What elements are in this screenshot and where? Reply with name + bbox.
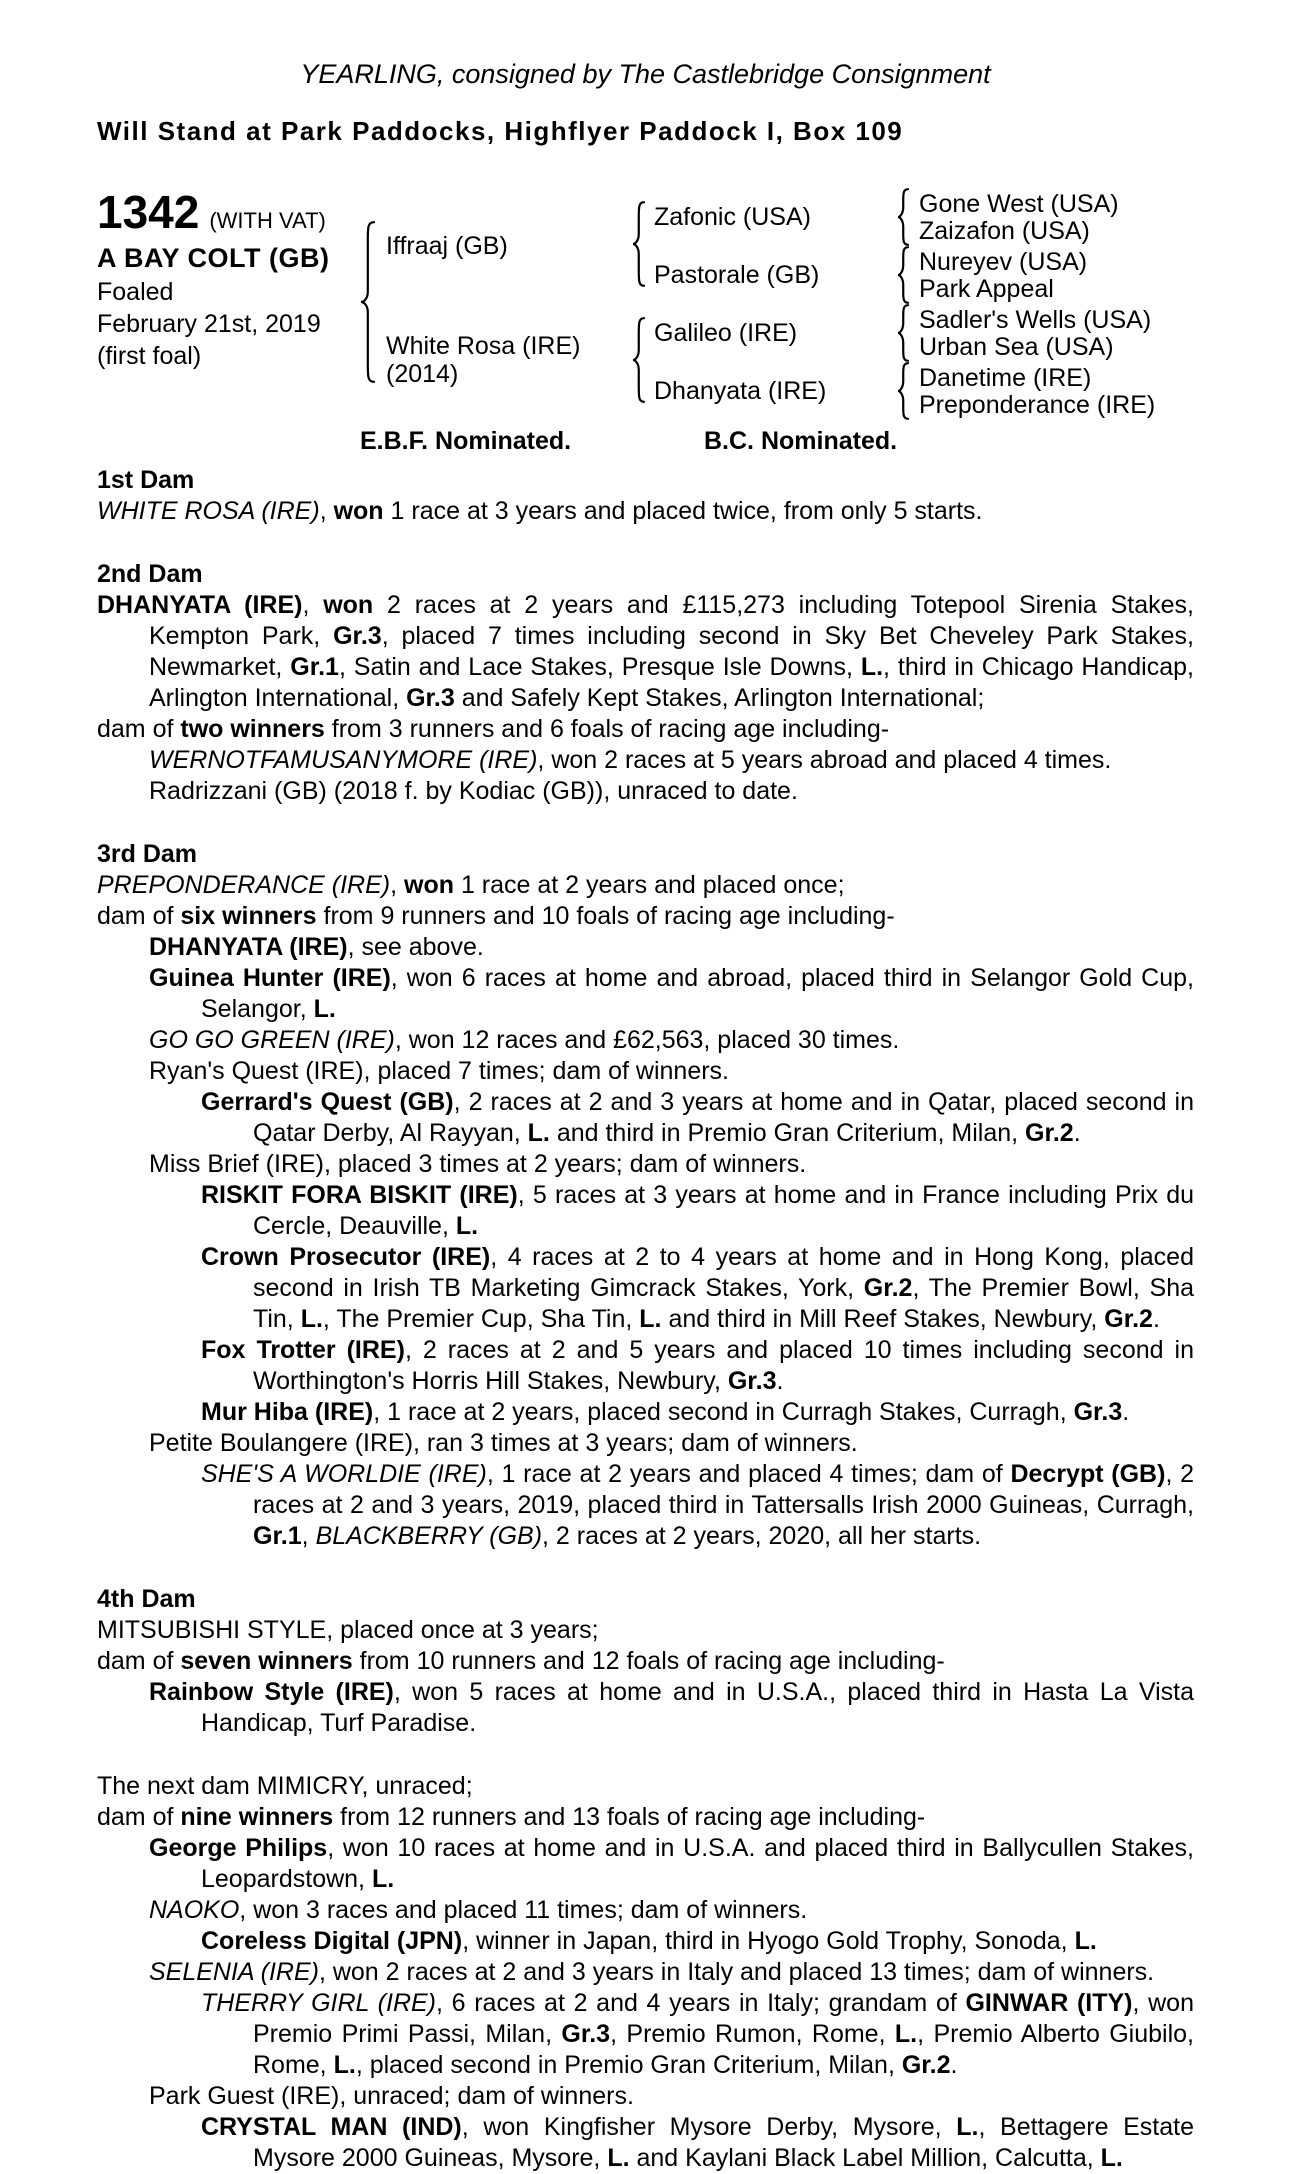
dam-year: (2014) [386,360,459,388]
pedigree-paragraph: Miss Brief (IRE), placed 3 times at 2 years; dam of winners. [149,1150,807,1178]
pedigree-paragraph: George Philips, won 10 races at home and in U.S.A. and placed third in Ballycullen Stakes, Leopardstown, L. [149,1834,1195,1893]
dam-sire-dam-name: Urban Sea (USA) [919,333,1114,361]
sire-dam-name: Pastorale (GB) [654,261,820,289]
brace-icon [897,304,909,362]
pedigree-paragraph: THERRY GIRL (IRE), 6 races at 2 and 4 years in Italy; grandam of GINWAR (ITY), won Premio Primi Passi, Milan, Gr.3, Premio Rumon, Rome, L., Premio Alberto Giubilo, Rome, L., placed second in Premio Gran Criterium, Milan, Gr.2. [201,1989,1194,2079]
dam-section-heading: 2nd Dam [97,560,203,588]
dam-dam-dam-name: Preponderance (IRE) [919,391,1156,419]
dam-section [97,559,1194,807]
pedigree-paragraph: Park Guest (IRE), unraced; dam of winners. [149,2082,634,2110]
pedigree-paragraph: NAOKO, won 3 races and placed 11 times; dam of winners. [149,1896,808,1924]
pedigree-paragraph: PREPONDERANCE (IRE), won 1 race at 2 years and placed once; [97,871,845,899]
sire-sire-sire-name: Gone West (USA) [919,190,1119,218]
pedigree-paragraph: Mur Hiba (IRE), 1 race at 2 years, placed second in Curragh Stakes, Curragh, Gr.3. [201,1398,1130,1426]
pedigree-paragraph: Crown Prosecutor (IRE), 4 races at 2 to 4 years at home and in Hong Kong, placed second in Irish TB Marketing Gimcrack Stakes, York, Gr.2, The Premier Bowl, Sha Tin, L., The Premier Cup, Sha Tin, L. and third in Mill Reef Stakes, Newbury, Gr.2. [201,1243,1194,1333]
pedigree-paragraph: SELENIA (IRE), won 2 races at 2 and 3 years in Italy and placed 13 times; dam of winners. [149,1958,1155,1986]
lot-foaled-label: Foaled [97,278,174,306]
lot-vat-note: (WITH VAT) [209,208,326,233]
brace-icon [632,317,645,403]
pedigree-paragraph: SHE'S A WORLDIE (IRE), 1 race at 2 years and placed 4 times; dam of Decrypt (GB), 2 races at 2 and 3 years, 2019, placed third in Tattersalls Irish 2000 Guineas, Curragh, Gr.1, BLACKBERRY (GB), 2 races at 2 years, 2020, all her starts. [201,1460,1195,1550]
brace-icon [360,221,375,383]
dam-section [97,839,1194,1552]
dam-section [97,1771,1194,2174]
pedigree-paragraph: CRYSTAL MAN (IND), won Kingfisher Mysore Derby, Mysore, L., Bettagere Estate Mysore 2000 Guineas, Mysore, L. and Kaylani Black Label Million, Calcutta, L. [201,2113,1194,2172]
pedigree-paragraph: Petite Boulangere (IRE), ran 3 times at 3 years; dam of winners. [149,1429,858,1457]
pedigree-table [97,181,1194,418]
nominations-line [97,426,1194,457]
dam-section-heading: 3rd Dam [97,840,198,868]
pedigree-paragraph: RISKIT FORA BISKIT (IRE), 5 races at 3 years at home and in France including Prix du Cercle, Deauville, L. [201,1181,1194,1240]
pedigree-paragraph: Coreless Digital (JPN), winner in Japan, third in Hyogo Gold Trophy, Sonoda, L. [201,1927,1097,1955]
pedigree-paragraph: MITSUBISHI STYLE, placed once at 3 years; [97,1616,599,1644]
ebf-nominated-label: E.B.F. Nominated. [360,427,572,455]
pedigree-paragraph: The next dam MIMICRY, unraced; [97,1772,473,1800]
dam-sire-name: Galileo (IRE) [654,319,798,347]
pedigree-paragraph: dam of two winners from 3 runners and 6 foals of racing age including- [97,715,890,743]
lot-title: A BAY COLT (GB) [97,243,330,273]
lot-foaled-date: February 21st, 2019 [97,310,321,338]
pedigree-paragraph: dam of nine winners from 12 runners and 13 foals of racing age including- [97,1803,926,1831]
stand-location-line: Will Stand at Park Paddocks, Highflyer Paddock I, Box 109 [97,116,904,146]
consignment-line: YEARLING, consigned by The Castlebridge Consignment [300,59,991,89]
lot-first-foal-note: (first foal) [97,342,202,370]
pedigree-paragraph: WERNOTFAMUSANYMORE (IRE), won 2 races at 5 years abroad and placed 4 times. [149,746,1112,774]
sire-dam-dam-name: Park Appeal [919,275,1054,303]
dam-dam-name: Dhanyata (IRE) [654,377,827,405]
sire-sire-dam-name: Zaizafon (USA) [919,217,1090,245]
dam-dam-sire-name: Danetime (IRE) [919,364,1092,392]
dam-name: White Rosa (IRE) [386,332,581,360]
pedigree-paragraph: DHANYATA (IRE), won 2 races at 2 years and £115,273 including Totepool Sirenia Stakes, Kempton Park, Gr.3, placed 7 times including second in Sky Bet Cheveley Park Stakes, Newmarket, Gr.1, Satin and Lace Stakes, Presque Isle Downs, L., third in Chicago Handicap, Arlington International, Gr.3 and Safely Kept Stakes, Arlington International; [97,591,1194,712]
pedigree-paragraph: DHANYATA (IRE), see above. [149,933,484,961]
bc-nominated-label: B.C. Nominated. [704,427,898,455]
dam-section-heading: 1st Dam [97,466,195,494]
pedigree-paragraph: Guinea Hunter (IRE), won 6 races at home and abroad, placed third in Selangor Gold Cup, Selangor, L. [149,964,1194,1023]
pedigree-paragraph: dam of six winners from 9 runners and 10 foals of racing age including- [97,902,895,930]
pedigree-paragraph: WHITE ROSA (IRE), won 1 race at 3 years and placed twice, from only 5 starts. [97,497,983,525]
dam-section-heading: 4th Dam [97,1585,196,1613]
pedigree-sections [97,465,1194,2174]
lot-header [97,186,326,238]
pedigree-paragraph: Rainbow Style (IRE), won 5 races at home and in U.S.A., placed third in Hasta La Vista Handicap, Turf Paradise. [149,1678,1194,1737]
brace-icon [897,188,909,246]
sire-sire-name: Zafonic (USA) [654,203,811,231]
brace-icon [897,246,909,304]
brace-icon [897,362,909,420]
lot-number: 1342 [97,186,200,238]
pedigree-paragraph: GO GO GREEN (IRE), won 12 races and £62,563, placed 30 times. [149,1026,900,1054]
brace-icon [632,201,645,287]
pedigree-paragraph: Radrizzani (GB) (2018 f. by Kodiac (GB)), unraced to date. [149,777,798,805]
pedigree-paragraph: Gerrard's Quest (GB), 2 races at 2 and 3 years at home and in Qatar, placed second in Qatar Derby, Al Rayyan, L. and third in Premio Gran Criterium, Milan, Gr.2. [201,1088,1195,1147]
dam-section [97,465,1194,527]
sire-name: Iffraaj (GB) [386,232,508,260]
sire-dam-sire-name: Nureyev (USA) [919,248,1088,276]
pedigree-paragraph: dam of seven winners from 10 runners and 12 foals of racing age including- [97,1647,945,1675]
pedigree-paragraph: Fox Trotter (IRE), 2 races at 2 and 5 years and placed 10 times including second in Worthington's Horris Hill Stakes, Newbury, Gr.3. [201,1336,1194,1395]
dam-section [97,1584,1194,1739]
pedigree-paragraph: Ryan's Quest (IRE), placed 7 times; dam of winners. [149,1057,729,1085]
dam-sire-sire-name: Sadler's Wells (USA) [919,306,1152,334]
